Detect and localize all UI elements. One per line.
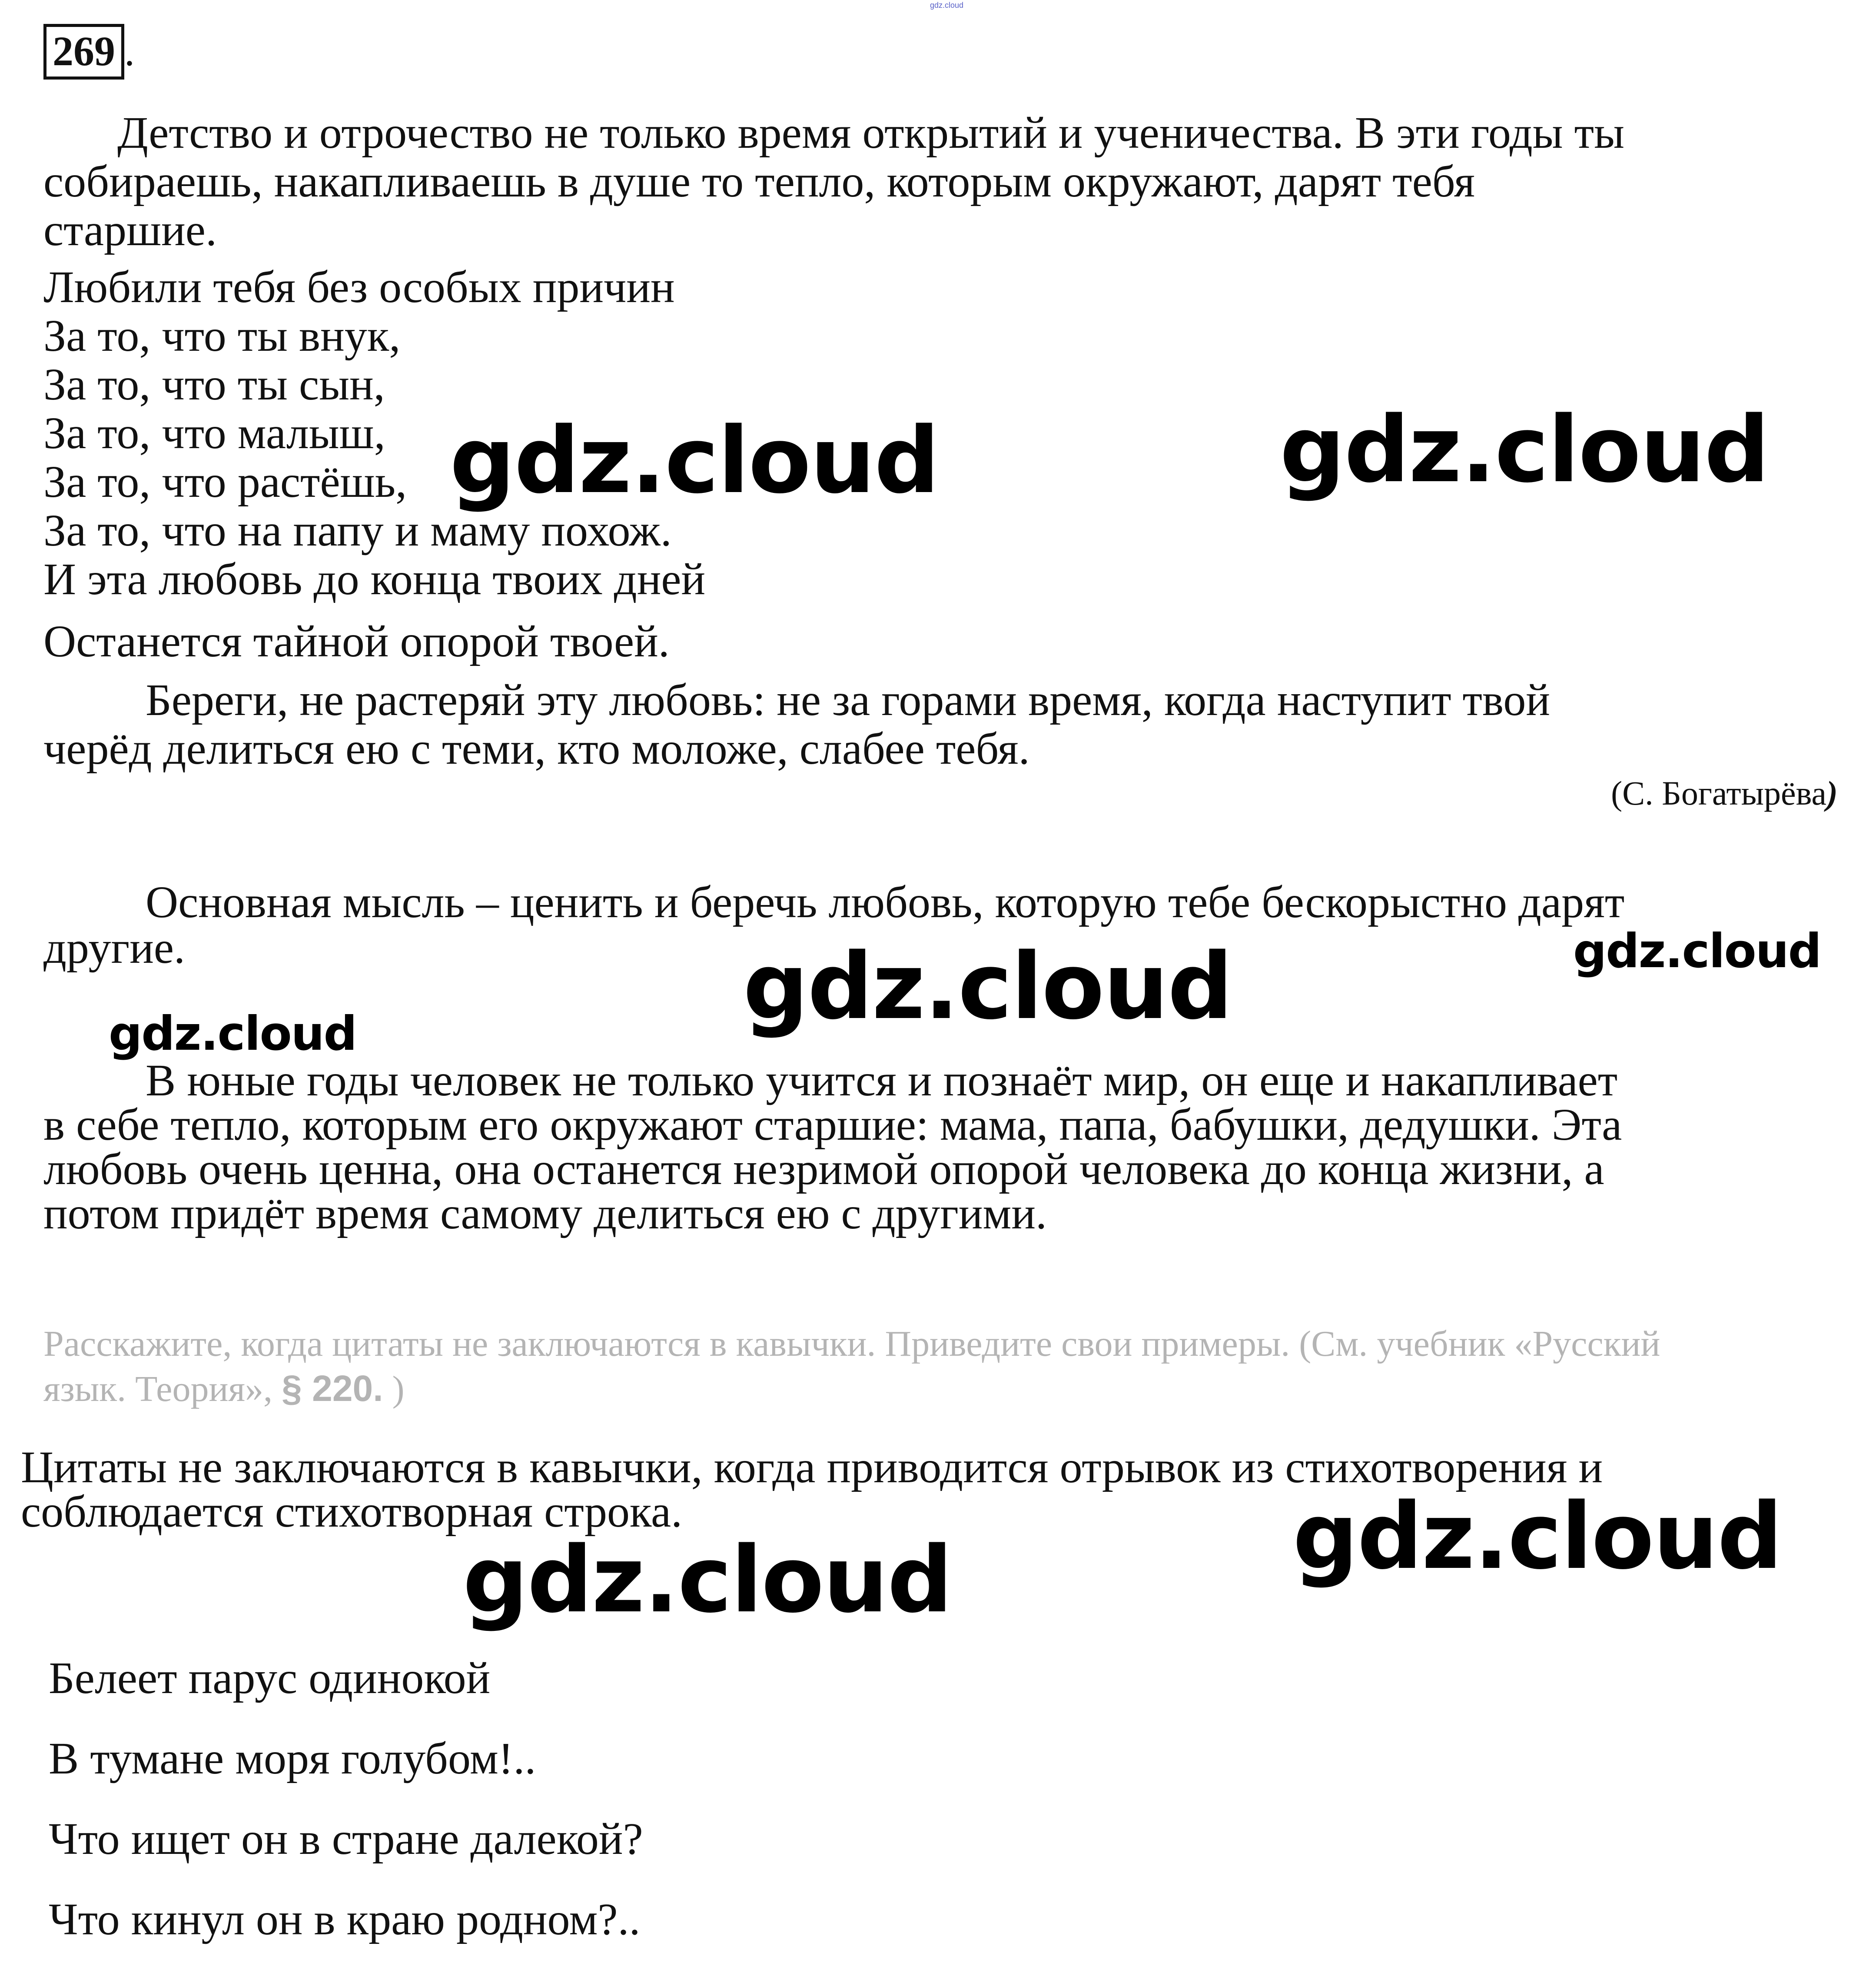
example-poem-line-1: Белеет парус одинокой (49, 1653, 491, 1703)
watermark-3: gdz.cloud (1573, 924, 1821, 978)
poem-line-6: За то, что на папу и маму похож. (43, 506, 672, 556)
author-citation (1611, 774, 1838, 813)
answer-line-2: соблюдается стихотворная строка. (21, 1487, 683, 1537)
top-watermark: gdz.cloud (930, 1, 964, 10)
poem-line-1: Любили тебя без особых причин (43, 262, 675, 312)
outro-line-1: Береги, не растеряй эту любовь: не за горами время, когда наступит твой (146, 675, 1551, 725)
poem-line-8: Останется тайной опорой твоей. (43, 616, 670, 666)
exercise-number-dot: . (124, 28, 135, 74)
author-close-paren: ) (1826, 774, 1838, 812)
main-idea-line-2: другие. (43, 923, 186, 973)
task-line-2-suffix: ) (383, 1369, 405, 1409)
answer-line-1: Цитаты не заключаются в кавычки, когда приводится отрывок из стихотворения и (21, 1442, 1603, 1492)
summary-line-1: В юные годы человек не только учится и познаёт мир, он еще и накапливает (146, 1055, 1618, 1105)
example-poem-line-4: Что кинул он в краю родном?.. (49, 1894, 641, 1944)
poem-line-4: За то, что малыш, (43, 408, 385, 458)
task-line-2-prefix: язык. Теория», (43, 1369, 282, 1409)
task-text (43, 1321, 1660, 1411)
summary-line-2: в себе тепло, которым его окружают старшие: мама, папа, бабушки, дедушки. Эта (43, 1100, 1622, 1150)
intro-line-3: старшие. (43, 205, 217, 255)
main-idea-line-1: Основная мысль – ценить и беречь любовь, которую тебе бескорыстно дарят (146, 877, 1625, 927)
summary-line-3: любовь очень ценна, она останется незримой опорой человека до конца жизни, а (43, 1144, 1604, 1194)
outro-line-2: черёд делиться ею с теми, кто моложе, слабее тебя. (43, 724, 1030, 774)
watermark-7: gdz.cloud (463, 1527, 952, 1633)
poem-line-7: И эта любовь до конца твоих дней (43, 554, 706, 604)
watermark-2: gdz.cloud (1280, 396, 1769, 503)
author-name: (С. Богатырёва (1611, 774, 1827, 812)
poem-line-2: За то, что ты внук, (43, 311, 401, 361)
task-section-ref: § 220. (282, 1368, 383, 1409)
task-line-2 (43, 1366, 1660, 1411)
exercise-number (43, 24, 135, 80)
summary-line-4: потом придёт время самому делиться ею с другими. (43, 1188, 1047, 1238)
watermark-6: gdz.cloud (1293, 1483, 1782, 1590)
example-poem-line-2: В тумане моря голубом!.. (49, 1733, 536, 1783)
poem-line-5: За то, что растёшь, (43, 457, 407, 507)
intro-line-2: собираешь, накапливаешь в душе то тепло, которым окружают, дарят тебя (43, 156, 1475, 206)
example-poem-line-3: Что ищет он в стране далекой? (49, 1814, 643, 1864)
watermark-4: gdz.cloud (743, 933, 1232, 1040)
watermark-5: gdz.cloud (109, 1007, 356, 1061)
intro-line-1: Детство и отрочество не только время открытий и ученичества. В эти годы ты (117, 108, 1625, 158)
task-line-1: Расскажите, когда цитаты не заключаются в кавычки. Приведите свои примеры. (См. учебник «Русский (43, 1324, 1660, 1364)
poem-line-3: За то, что ты сын, (43, 359, 385, 409)
exercise-number-box: 269 (43, 24, 124, 80)
watermark-1: gdz.cloud (450, 407, 939, 514)
